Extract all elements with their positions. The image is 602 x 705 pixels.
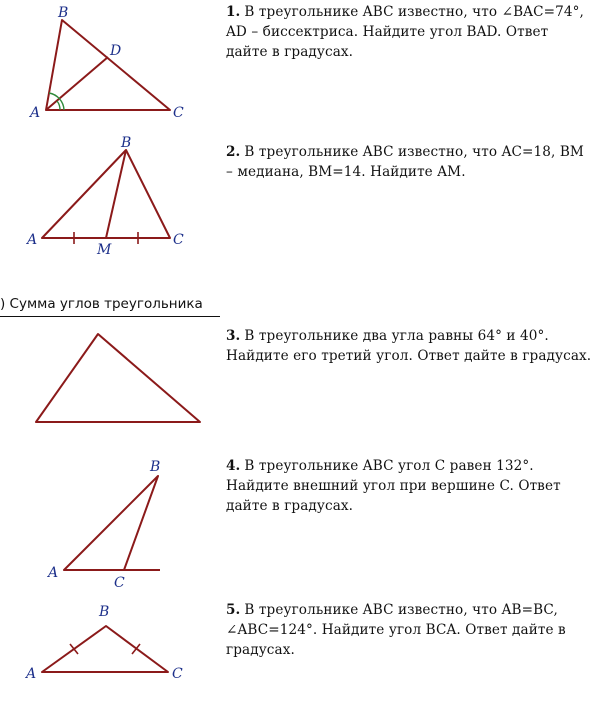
vertex-label-b: B	[150, 459, 161, 475]
vertex-label-c: C	[173, 232, 184, 248]
triangle-3	[36, 334, 200, 422]
problem-4	[226, 456, 592, 516]
problem-3	[226, 326, 592, 366]
vertex-label-c: C	[114, 575, 125, 591]
problem-text: В треугольнике два угла равны 64° и 40°. Найдите его третий угол. Ответ дайте в градусах.	[226, 328, 592, 364]
vertex-label-a: A	[30, 105, 41, 121]
figure-problem-1	[0, 0, 210, 130]
vertex-label-a: A	[48, 565, 59, 581]
figure-problem-2	[0, 132, 210, 262]
problem-number: 4.	[226, 458, 241, 474]
vertex-label-d: D	[110, 43, 122, 59]
vertex-label-a: A	[27, 232, 38, 248]
triangle-abc-1	[46, 20, 170, 110]
problem-number: 2.	[226, 144, 241, 160]
section-underline	[0, 316, 220, 317]
figure-problem-4	[0, 450, 210, 590]
figure-problem-5	[0, 596, 210, 696]
problem-text: В треугольнике ABC известно, что ∠BAC=74°, AD – биссектриса. Найдите угол BAD. Ответ дайте в градусах.	[226, 4, 584, 60]
problem-text: В треугольнике ABC известно, что AB=BC, ∠ABC=124°. Найдите угол BCA. Ответ дайте в градусах.	[226, 602, 566, 658]
vertex-label-b: B	[99, 604, 110, 620]
vertex-label-c: C	[172, 666, 183, 682]
problem-number: 1.	[226, 4, 241, 20]
vertex-label-c: C	[173, 105, 184, 121]
vertex-label-b: B	[58, 5, 69, 21]
problem-2	[226, 142, 592, 182]
bisector-ad	[46, 57, 108, 110]
median-bm	[106, 150, 126, 238]
angle-bac-mark-inner	[57, 101, 60, 110]
problem-number: 5.	[226, 602, 241, 618]
problem-number: 3.	[226, 328, 241, 344]
problem-text: В треугольнике ABC угол C равен 132°. Найдите внешний угол при вершине C. Ответ дайте в градусах.	[226, 458, 561, 514]
triangle-abc-4	[64, 476, 158, 570]
vertex-label-a: A	[26, 666, 37, 682]
tick-ab	[70, 644, 78, 654]
figure-problem-3	[0, 322, 210, 432]
problem-text: В треугольнике ABC известно, что AC=18, BM – медиана, BM=14. Найдите AM.	[226, 144, 584, 180]
section-heading: ) Сумма углов треугольника	[0, 296, 203, 312]
triangle-abc-2	[42, 150, 170, 238]
problem-5	[226, 600, 592, 660]
triangle-abc-5	[42, 626, 168, 672]
vertex-label-b: B	[121, 135, 132, 151]
vertex-label-m: M	[97, 242, 112, 258]
problem-1	[226, 2, 592, 62]
